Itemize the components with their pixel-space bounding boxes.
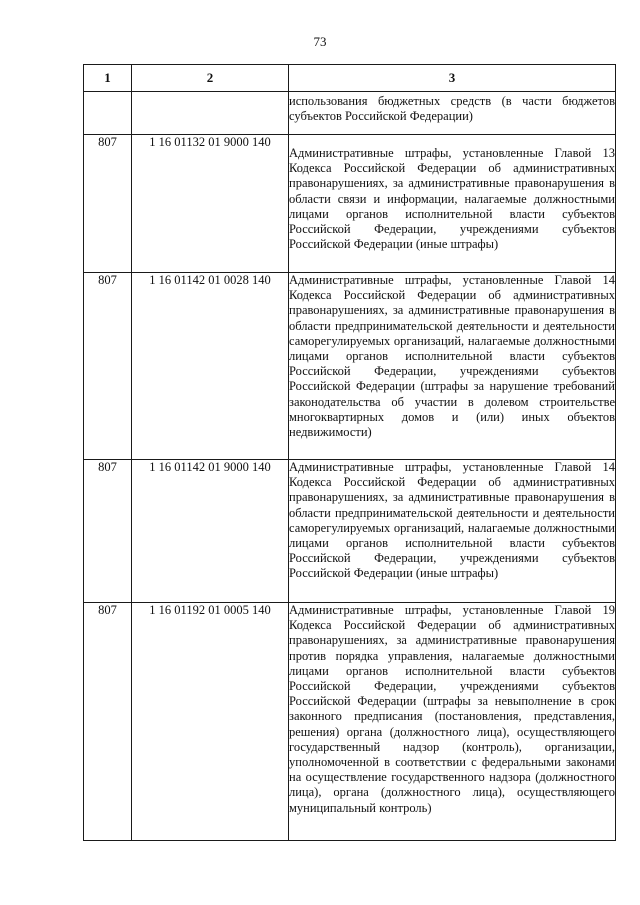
kbk-code-cell: 1 16 01192 01 0005 140 xyxy=(132,603,289,841)
column-header-3: 3 xyxy=(289,65,616,92)
admin-code-cell xyxy=(84,92,132,135)
table-header-row xyxy=(84,65,616,92)
kbk-code-cell: 1 16 01132 01 9000 140 xyxy=(132,135,289,273)
column-header-2: 2 xyxy=(132,65,289,92)
admin-code-cell: 807 xyxy=(84,135,132,273)
description-cell: Административные штрафы, установленные Главой 14 Кодекса Российской Федерации об административных правонарушениях, за административные правонарушения в области предпринимательской деятельности и деятельности саморегулируемых организаций, налагаемые должностными лицами органов исполнительной власти субъектов Российской Федерации, учреждениями субъектов Российской Федерации (иные штрафы) xyxy=(289,460,616,603)
description-text: Административные штрафы, установленные Главой 13 Кодекса Российской Федерации об административных правонарушениях, за административные правонарушения в области связи и информации, налагаемые должностными лицами органов исполнительной власти субъектов Российской Федерации, учреждениями субъектов Российской Федерации (иные штрафы) xyxy=(289,146,615,252)
budget-codes-table xyxy=(83,64,616,841)
admin-code-cell: 807 xyxy=(84,603,132,841)
cell-top-spacer xyxy=(289,135,615,146)
page-number: 73 xyxy=(313,34,327,49)
admin-code-cell: 807 xyxy=(84,460,132,603)
table-row xyxy=(84,92,616,135)
table-row xyxy=(84,603,616,841)
kbk-code-cell xyxy=(132,92,289,135)
table-row xyxy=(84,135,616,273)
description-cell: Административные штрафы, установленные Главой 19 Кодекса Российской Федерации об административных правонарушениях, за административные правонарушения против порядка управления, налагаемые должностными лицами органов исполнительной власти субъектов Российской Федерации, учреждениями субъектов Российской Федерации (штрафы за невыполнение в срок законного предписания (постановления, представления, решения) органа (должностного лица), осуществляющего государственный надзор (контроль), организации, уполномоченной в соответствии с федеральными законами на осуществление государственного надзора (должностного лица), органа (должностного лица), осуществляющего муниципальный контроль) xyxy=(289,603,616,841)
kbk-code-cell: 1 16 01142 01 9000 140 xyxy=(132,460,289,603)
column-header-1: 1 xyxy=(84,65,132,92)
table-row xyxy=(84,460,616,603)
description-cell: использования бюджетных средств (в части бюджетов субъектов Российской Федерации) xyxy=(289,92,616,135)
description-cell xyxy=(289,135,616,273)
description-cell: Административные штрафы, установленные Главой 14 Кодекса Российской Федерации об административных правонарушениях, за административные правонарушения в области предпринимательской деятельности и деятельности саморегулируемых организаций, налагаемые должностными лицами органов исполнительной власти субъектов Российской Федерации, учреждениями субъектов Российской Федерации (штрафы за нарушение требований законодательства об участии в долевом строительстве многоквартирных домов и (или) иных объектов недвижимости) xyxy=(289,273,616,460)
admin-code-cell: 807 xyxy=(84,273,132,460)
kbk-code-cell: 1 16 01142 01 0028 140 xyxy=(132,273,289,460)
table-row xyxy=(84,273,616,460)
